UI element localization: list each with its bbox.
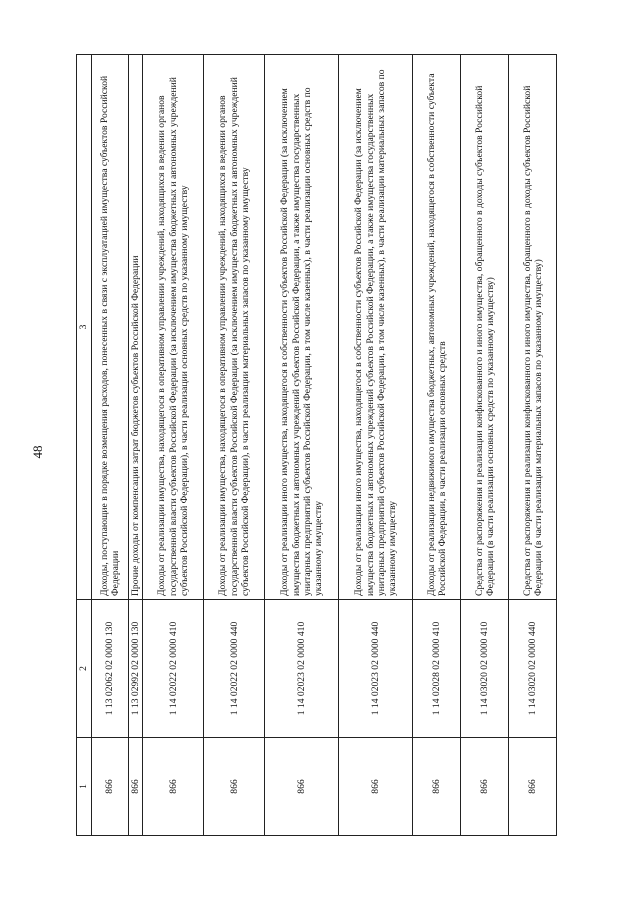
rotated-table-container: [76, 55, 547, 836]
header-col-1: 1: [77, 738, 92, 836]
revenue-name-cell: Прочие доходы от компенсации затрат бюджетов субъектов Российской Федерации: [129, 55, 143, 600]
revenue-name-cell: Доходы от реализации имущества, находящегося в оперативном управлении учреждений, находящихся в ведении органов государственной власти субъектов Российской Федерации (за исключением имущества бюджетных и автономных учреждений субъектов Российской Федерации), в части реализации основных средств по указанному имуществу: [143, 55, 204, 600]
admin-code-cell: 866: [92, 738, 129, 836]
admin-code-cell: 866: [339, 738, 413, 836]
admin-code-cell: 866: [129, 738, 143, 836]
table-row: [92, 55, 129, 836]
budget-revenue-table: [76, 54, 557, 836]
revenue-code-cell: 1 14 02028 02 0000 410: [413, 600, 461, 738]
table-row: [461, 55, 509, 836]
header-col-3: 3: [77, 55, 92, 600]
table-row: [413, 55, 461, 836]
revenue-code-cell: 1 14 02023 02 0000 410: [265, 600, 339, 738]
admin-code-cell: 866: [204, 738, 265, 836]
table-row: [204, 55, 265, 836]
revenue-code-cell: 1 13 02062 02 0000 130: [92, 600, 129, 738]
revenue-code-cell: 1 14 02023 02 0000 440: [339, 600, 413, 738]
admin-code-cell: 866: [413, 738, 461, 836]
revenue-name-cell: Средства от распоряжения и реализации конфискованного и иного имущества, обращенного в доходы субъектов Российской Федерации (в части реализации материальных запасов по указанному имуществу): [509, 55, 557, 600]
admin-code-cell: 866: [461, 738, 509, 836]
admin-code-cell: 866: [509, 738, 557, 836]
revenue-name-cell: Доходы от реализации имущества, находящегося в оперативном управлении учреждений, находящихся в ведении органов государственной власти субъектов Российской Федерации (за исключением имущества бюджетных и автономных учреждений субъектов Российской Федерации), в части реализации материальных запасов по указанному имуществу: [204, 55, 265, 600]
table-row: [339, 55, 413, 836]
revenue-code-cell: 1 14 03020 02 0000 410: [461, 600, 509, 738]
table-header-row: [77, 55, 92, 836]
revenue-code-cell: 1 13 02992 02 0000 130: [129, 600, 143, 738]
table-row: [509, 55, 557, 836]
revenue-name-cell: Доходы от реализации недвижимого имущества бюджетных, автономных учреждений, находящегося в собственности субъекта Российской Федерации, в части реализации основных средств: [413, 55, 461, 600]
revenue-name-cell: Доходы от реализации иного имущества, находящегося в собственности субъектов Российской Федерации (за исключением имущества бюджетных и автономных учреждений субъектов Российской Федерации, а также имущества государственных унитарных предприятий субъектов Российской Федерации, в том числе казенных), в части реализации материальных запасов по указанному имуществу: [339, 55, 413, 600]
page-number: 48: [30, 445, 45, 459]
admin-code-cell: 866: [143, 738, 204, 836]
table-row: [143, 55, 204, 836]
revenue-name-cell: Доходы, поступающие в порядке возмещения расходов, понесенных в связи с эксплуатацией имущества субъектов Российской Федерации: [92, 55, 129, 600]
table-row: [129, 55, 143, 836]
revenue-code-cell: 1 14 02022 02 0000 410: [143, 600, 204, 738]
revenue-code-cell: 1 14 02022 02 0000 440: [204, 600, 265, 738]
header-col-2: 2: [77, 600, 92, 738]
admin-code-cell: 866: [265, 738, 339, 836]
table-row: [265, 55, 339, 836]
revenue-code-cell: 1 14 03020 02 0000 440: [509, 600, 557, 738]
revenue-name-cell: Средства от распоряжения и реализации конфискованного и иного имущества, обращенного в доходы субъектов Российской Федерации (в части реализации основных средств по указанному имуществу): [461, 55, 509, 600]
revenue-name-cell: Доходы от реализации иного имущества, находящегося в собственности субъектов Российской Федерации (за исключением имущества бюджетных и автономных учреждений субъектов Российской Федерации, а также имущества государственных унитарных предприятий субъектов Российской Федерации, в том числе казенных), в части реализации основных средств по указанному имуществу: [265, 55, 339, 600]
